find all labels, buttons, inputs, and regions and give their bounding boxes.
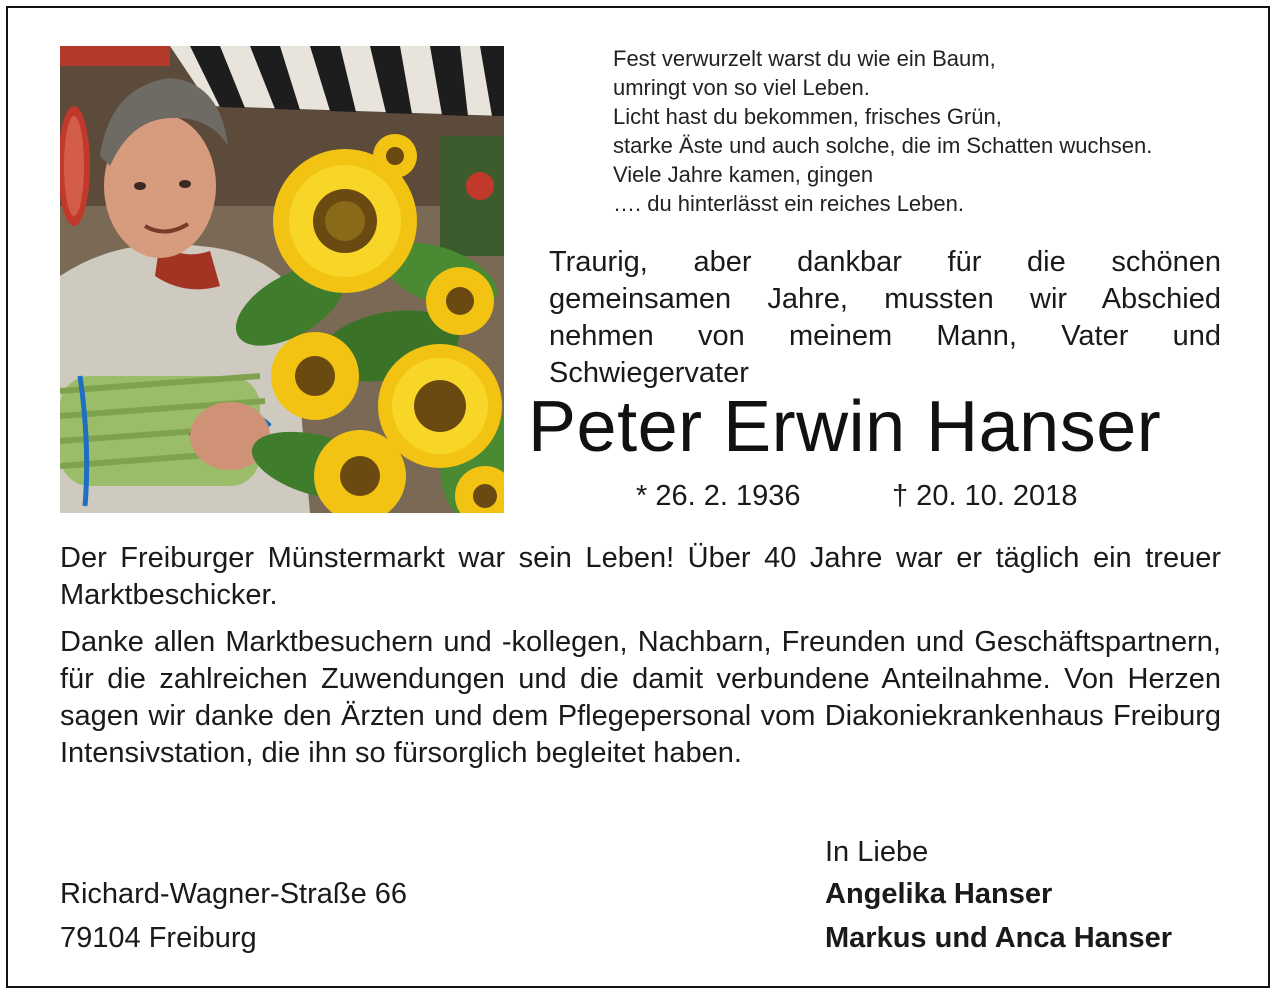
signature-greeting: In Liebe	[825, 836, 929, 868]
signature-name: Angelika Hanser	[825, 878, 1053, 910]
poem-line: Licht hast du bekommen, frisches Grün,	[613, 104, 1002, 129]
address-street: Richard-Wagner-Straße 66	[60, 878, 408, 910]
birth-date: * 26. 2. 1936	[636, 480, 801, 512]
paragraph-thanks: Danke allen Marktbesuchern und -kollegen, Nachbarn, Freunden und Geschäftspartnern, für die zahlreichen Zuwendungen und die damit verbundene Anteilnahme. Von Herzen sagen wir danke den Ärzten und dem Pflegepersonal vom Diakoniekrankenhaus Freiburg Intensivstation, die ihn so fürsorglich begleitet haben.	[60, 626, 1221, 769]
poem-line: starke Äste und auch solche, die im Schatten wuchsen.	[613, 133, 1153, 158]
poem-line: …. du hinterlässt ein reiches Leben.	[613, 191, 964, 216]
poem	[613, 44, 1233, 218]
poem-line: umringt von so viel Leben.	[613, 75, 870, 100]
poem-line: Fest verwurzelt warst du wie ein Baum,	[613, 46, 996, 71]
poem-line: Viele Jahre kamen, gingen	[613, 162, 874, 187]
signature-name: Markus und Anca Hanser	[825, 922, 1173, 954]
deceased-name: Peter Erwin Hanser	[528, 387, 1162, 467]
death-date: † 20. 10. 2018	[892, 480, 1078, 512]
paragraph-market: Der Freiburger Münstermarkt war sein Leben! Über 40 Jahre war er täglich ein treuer Marktbeschicker.	[60, 542, 1221, 611]
portrait-photo	[60, 46, 504, 513]
intro-text: Traurig, aber dankbar für die schönen gemeinsamen Jahre, mussten wir Abschied nehmen von meinem Mann, Vater und Schwiegervater	[549, 246, 1221, 389]
address-city: 79104 Freiburg	[60, 922, 257, 954]
